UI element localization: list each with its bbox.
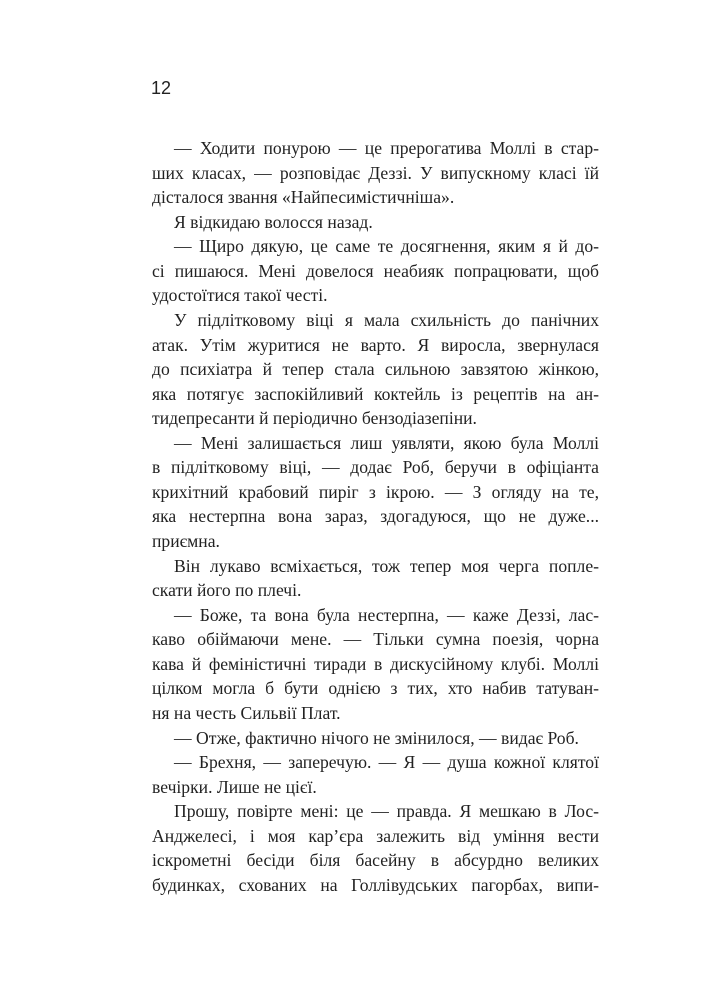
text-line: цілком могла б бути однією з тих, хто набив татуван- [152,678,599,699]
text-line: — Ходити понурою — це прерогатива Моллі в стар- [174,138,599,158]
text-line: удостоїтися такої честі. [152,285,328,306]
text-line: — Отже, фактично нічого не змінилося, — видає Роб. [174,727,579,748]
text-line: іскрометні бесіди біля басейну в абсурдно великих [152,850,599,871]
text-line: дісталося звання «Найпесимістичніша». [152,187,455,208]
text-line: вечірки. Лише не цієї. [152,776,317,797]
page-number: 12 [151,78,172,98]
text-line: У підлітковому віці я мала схильність до панічних [174,309,599,330]
paragraph [152,726,599,751]
body-text [152,136,599,897]
paragraph [152,136,599,210]
paragraph [152,554,599,603]
text-line: — Боже, та вона була нестерпна, — каже Деззі, лас- [174,604,599,625]
paragraph [152,210,599,235]
paragraph [152,431,599,554]
text-line: кава й феміністичні тиради в дискусійному клубі. Моллі [152,653,599,674]
text-line: яка нестерпна вона зараз, здогадуюся, що не дуже... [152,506,599,527]
paragraph [152,308,599,431]
text-line: скати його по плечі. [152,580,302,601]
text-line: — Мені залишається лиш уявляти, якою була Моллі [174,432,599,453]
text-line: ших класах, — розповідає Деззі. У випускному класі їй [152,162,599,183]
text-line: — Брехня, — заперечую. — Я — душа кожної клятої [174,752,599,773]
text-line: в підлітковому віці, — додає Роб, беручи в офіціанта [152,457,599,478]
text-line: тидепресанти й періодично бензодіазепіни. [152,408,477,429]
paragraph [152,799,599,897]
text-line: до психіатра й тепер стала сильною завзятою жінкою, [152,359,599,380]
text-line: яка потягує заспокійливий коктейль із рецептів на ан- [152,383,599,404]
text-line: Я відкидаю волосся назад. [174,211,373,232]
text-line: — Щиро дякую, це саме те досягнення, яким я й до- [174,236,599,257]
text-line: будинках, схованих на Голлівудських пагорбах, випи- [152,874,599,895]
text-line: ня на честь Сильвії Плат. [152,702,341,723]
paragraph [152,603,599,726]
paragraph [152,750,599,799]
text-line: каво обіймаючи мене. — Тільки сумна поезія, чорна [152,629,599,650]
text-line: сі пишаюся. Мені довелося неабияк попрацювати, щоб [152,260,599,281]
text-line: крихітний крабовий пиріг з ікрою. — З огляду на те, [152,481,599,502]
text-line: приємна. [152,531,220,551]
text-line: Анджелесі, і моя кар’єра залежить від уміння вести [152,825,599,846]
paragraph [152,234,599,308]
text-line: атак. Утім журитися не варто. Я виросла, звернулася [152,334,599,355]
text-line: Прошу, повірте мені: це — правда. Я мешкаю в Лос- [174,801,599,822]
text-line: Він лукаво всміхається, тож тепер моя черга попле- [174,555,599,576]
